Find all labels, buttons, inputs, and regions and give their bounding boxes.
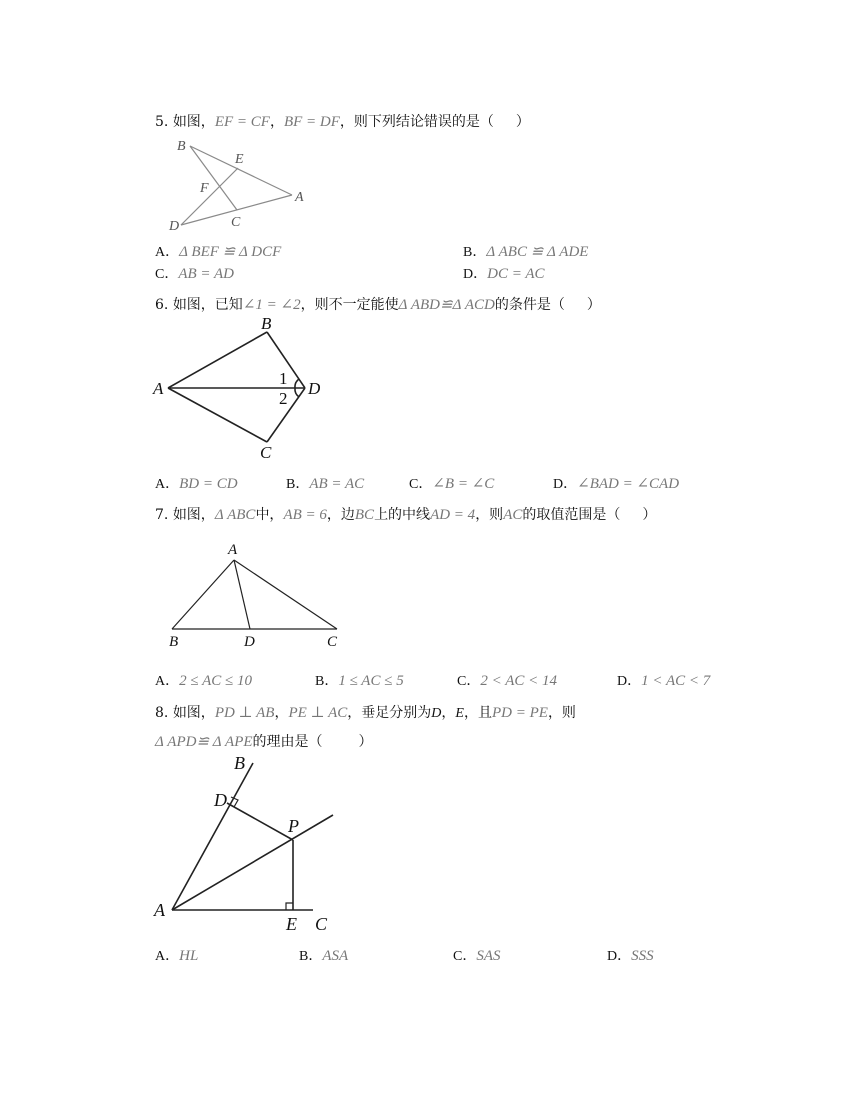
q7-number: 7.	[155, 507, 173, 523]
q5-option-a[interactable]: A．Δ BEF ≌ Δ DCF	[155, 244, 282, 260]
q8-label-p: P	[288, 816, 299, 836]
q8-right-angle-e	[286, 903, 293, 910]
q5-label-b: B	[177, 139, 186, 154]
q5-option-c[interactable]: C．AB = AD	[155, 266, 235, 282]
q8-label-c: C	[315, 914, 328, 934]
q6-label-c: C	[260, 443, 272, 462]
q6-condition: ∠1 = ∠2	[242, 297, 301, 313]
q5-option-d[interactable]: D．DC = AC	[463, 266, 545, 282]
q8-conclusion: Δ APD≌ Δ APE	[155, 734, 253, 750]
q6-angle-1-arc	[295, 379, 299, 388]
q7-line-a-b	[172, 560, 234, 629]
q7-option-c[interactable]: C．2 < AC < 14	[457, 673, 557, 689]
q5-label-f: F	[200, 181, 209, 196]
q5-option-b[interactable]: B．Δ ABC ≌ Δ ADE	[463, 244, 589, 260]
q6-option-c[interactable]: C．∠B = ∠C	[409, 476, 495, 492]
q6-option-b[interactable]: B．AB = AC	[286, 476, 365, 492]
q5-label-d: D	[169, 219, 180, 234]
q8-label-e: E	[286, 914, 297, 934]
q8-label-b: B	[234, 753, 245, 773]
q8-figure	[150, 755, 350, 935]
q5-eq-bf-df: BF = DF	[283, 114, 340, 130]
q8-ray-ab	[172, 763, 253, 910]
q8-option-b[interactable]: B．ASA	[299, 948, 349, 964]
q6-label-a: A	[153, 379, 164, 398]
q6-line-a-b	[168, 332, 267, 388]
q7-line-a-c	[234, 560, 337, 629]
q6-label-1: 1	[279, 369, 288, 388]
q7-option-d[interactable]: D．1 < AC < 7	[617, 673, 711, 689]
q6-label-2: 2	[279, 389, 288, 408]
q5-label-c: C	[231, 215, 241, 230]
q6-option-a[interactable]: A．BD = CD	[155, 476, 238, 492]
q7-label-c: C	[327, 634, 338, 650]
q6-label-b: B	[261, 314, 272, 333]
q8-option-d[interactable]: D．SSS	[607, 948, 654, 964]
q6-option-d[interactable]: D．∠BAD = ∠CAD	[553, 476, 680, 492]
q8-ray-ap	[172, 815, 333, 910]
q7-figure	[165, 540, 355, 650]
q5-number: 5.	[155, 114, 173, 130]
q7-option-b[interactable]: B．1 ≤ AC ≤ 5	[315, 673, 404, 689]
q7-line-a-d	[234, 560, 250, 629]
q6-stem: 6. 如图，已知∠1 = ∠2，则不一定能使Δ ABD≌Δ ACD的条件是（ ）	[155, 297, 601, 313]
q6-label-d: D	[308, 379, 321, 398]
q8-label-a: A	[154, 900, 165, 920]
q5-stem: 5. 如图，EF = CF，BF = DF，则下列结论错误的是（ ）	[155, 114, 530, 130]
q6-angle-2-arc	[295, 388, 299, 397]
q5-line-d-e	[181, 168, 238, 225]
q8-stem-line2: Δ APD≌ Δ APE的理由是（ ）	[155, 734, 373, 750]
q6-number: 6.	[155, 297, 173, 313]
q8-segment-pd	[227, 803, 293, 840]
q8-option-a[interactable]: A．HL	[155, 948, 199, 964]
q7-stem: 7. 如图，Δ ABC中，AB = 6，边BC上的中线AD = 4，则AC的取值范围是（ ）	[155, 507, 657, 523]
q6-conclusion: Δ ABD≌Δ ACD	[398, 297, 495, 313]
q5-eq-ef-cf: EF = CF	[214, 114, 270, 130]
q5-label-e: E	[235, 152, 244, 167]
q7-option-a[interactable]: A．2 ≤ AC ≤ 10	[155, 673, 252, 689]
q5-label-a: A	[295, 190, 304, 205]
q7-label-b: B	[169, 634, 179, 650]
q8-number: 8.	[155, 705, 173, 721]
q6-figure	[150, 314, 330, 462]
q5-figure	[165, 135, 325, 235]
q5-line-b-c	[190, 146, 237, 210]
q8-stem-line1: 8. 如图，PD ⊥ AB，PE ⊥ AC，垂足分别为D，E，且PD = PE，则	[155, 705, 576, 721]
q6-line-a-c	[168, 388, 267, 442]
q8-label-d: D	[214, 790, 227, 810]
q8-option-c[interactable]: C．SAS	[453, 948, 501, 964]
q7-label-a: A	[228, 542, 238, 558]
q7-label-d: D	[244, 634, 255, 650]
